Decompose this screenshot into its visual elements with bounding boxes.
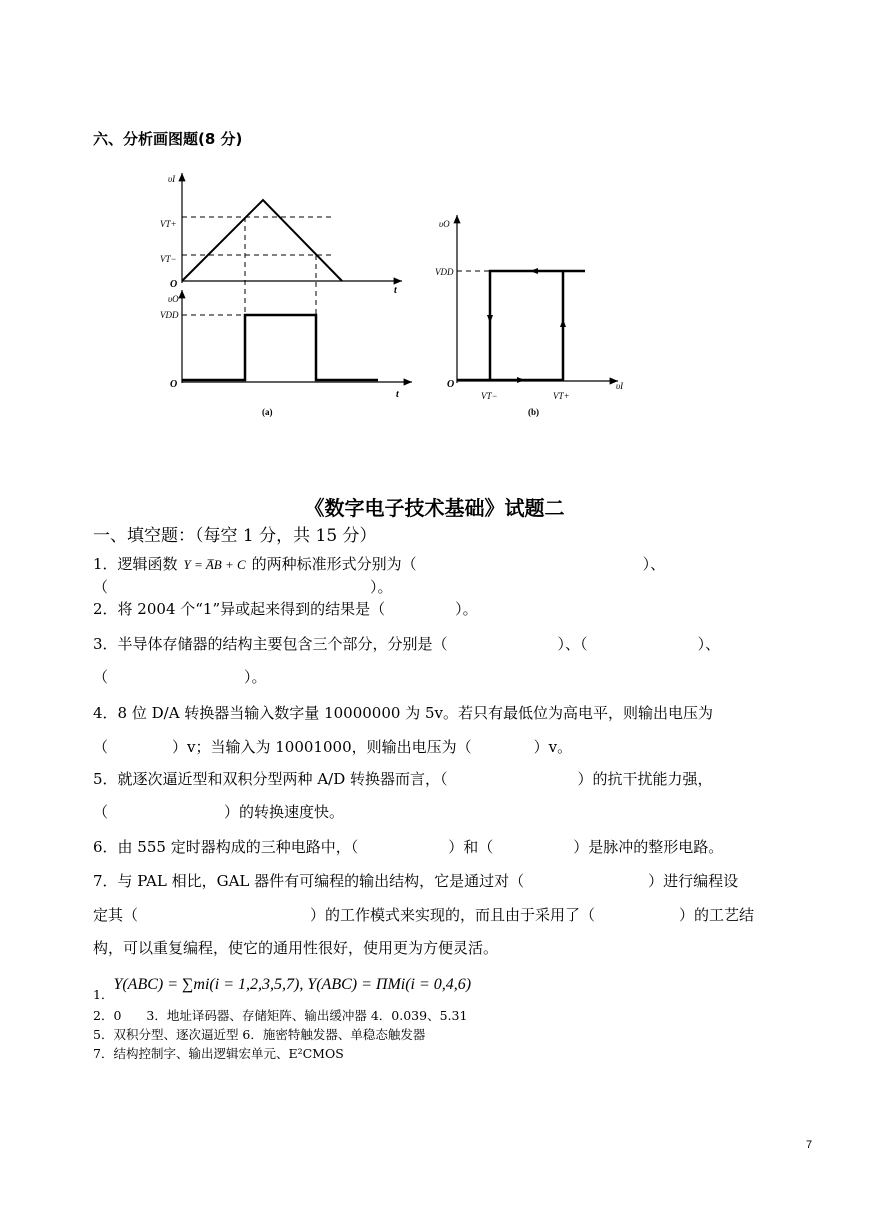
question-5-line1: 5．就逐次逼近型和双积分型两种 A/D 转换器而言，（ ）的抗干扰能力强， [93,770,713,788]
label-b-vdd: VDD [435,267,454,277]
label-a-vo: υO [168,294,179,304]
answer-1-formula: Y(ABC) = ∑mi(i = 1,2,3,5,7), Y(ABC) = ΠMi(i = 0,4,6) [113,976,472,993]
figure-b-transfer-plot [435,215,624,417]
label-b-vtminus: VT− [481,391,498,401]
question-6: 6．由 555 定时器构成的三种电路中，（ ）和（ ）是脉冲的整形电路。 [93,838,724,856]
q1-formula: Y = A̅B + C [183,557,246,572]
question-4-line1: 4．8 位 D/A 转换器当输入数字量 10000000 为 5v。若只有最低位为高电平，则输出电压为 [93,704,713,722]
figure-a-output-plot [160,290,412,417]
label-a-vtplus: VT+ [160,219,177,229]
label-b-vi: υI [616,381,624,391]
label-a-vtminus: VT− [160,254,177,264]
label-a-origin-top: O [170,279,178,290]
label-a-vi: υI [168,174,176,184]
exam-title: 《数字电子技术基础》试题二 [304,496,565,520]
question-7-line3: 构，可以重复编程，使它的通用性很好，使用更为方便灵活。 [93,939,499,957]
section-six-heading: 六、分析画图题(8 分) [93,130,243,148]
label-b-vtplus: VT+ [553,391,570,401]
label-a-t-top: t [394,285,397,296]
answer-1: 1．Y(ABC) = ∑mi(i = 1,2,3,5,7), Y(ABC) = ΠMi(i = 0,4,6) [93,976,472,1002]
question-3-line1: 3．半导体存储器的结构主要包含三个部分，分别是（ ）、（ ）、 [93,635,721,653]
label-a-origin-bottom: O [170,379,178,390]
label-a-t-bottom: t [396,389,399,400]
input-triangle-wave [182,200,342,281]
figure-a-input-plot [160,173,402,296]
question-3-line2: （ ）。 [93,668,267,686]
caption-a: (a) [262,407,273,417]
page-number: 7 [806,1139,813,1151]
answer-5-6: 5．双积分型、逐次逼近型 6．施密特触发器、单稳态触发器 [93,1027,426,1042]
question-7-line2: 定其（ ）的工作模式来实现的，而且由于采用了（ ）的工艺结 [93,906,755,924]
label-b-vo: υO [439,219,450,229]
answer-2-4: 2．0 3．地址译码器、存储矩阵、输出缓冲器 4．0.039、5.31 [93,1008,468,1023]
label-a-vdd: VDD [160,310,179,320]
question-2: 2．将 2004 个“1”异或起来得到的结果是（ ）。 [93,600,478,618]
question-1-line2: （ ）。 [93,578,393,596]
hysteresis-loop [457,271,585,380]
question-5-line2: （ ）的转换速度快。 [93,803,345,821]
label-b-origin: O [447,379,455,390]
question-7-line1: 7．与 PAL 相比，GAL 器件有可编程的输出结构，它是通过对（ ）进行编程设 [93,872,739,890]
question-1-line1: 1．逻辑函数 Y = A̅B + C 的两种标准形式分别为（ ）、 [93,555,666,573]
answer-7: 7．结构控制字、输出逻辑宏单元、E²CMOS [93,1046,344,1061]
hysteresis-figure [150,165,630,425]
caption-b: (b) [528,407,539,417]
part1-heading: 一、填空题：（每空 1 分，共 15 分） [93,526,377,546]
question-4-line2: （ ）v；当输入为 10001000，则输出电压为（ ）v。 [93,738,573,756]
output-pulse-wave [182,315,378,380]
